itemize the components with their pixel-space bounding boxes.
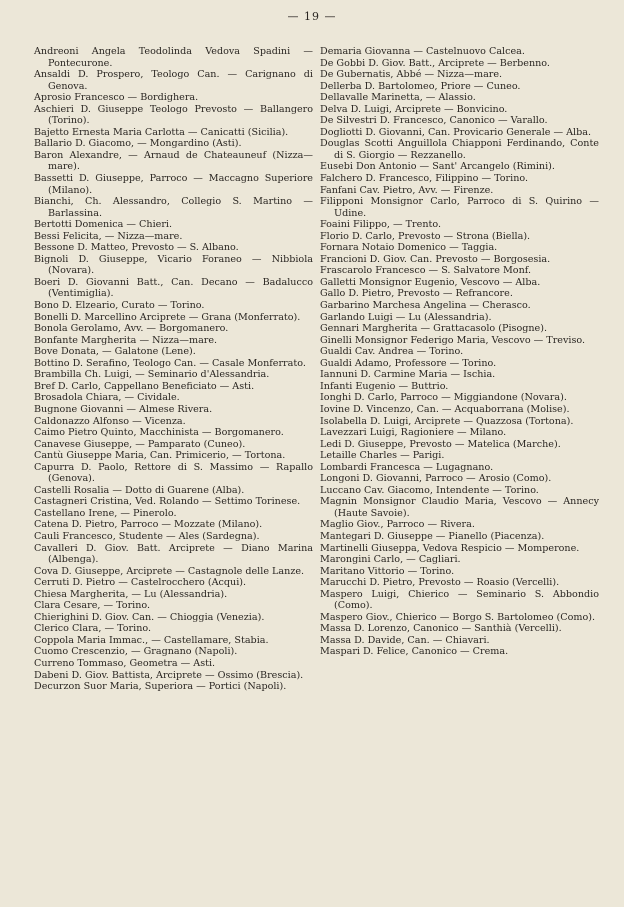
directory-entry: Bonfante Margherita — Nizza—mare. [34, 334, 218, 346]
directory-entry: Andreoni Angela Teodolinda Vedova Spadini — Pontecurone. [34, 46, 313, 69]
directory-entry: Ansaldi D. Prospero, Teologo Can. — Carignano di Genova. [34, 69, 313, 92]
directory-entry: Delva D. Luigi, Arciprete — Bonvicino. [320, 103, 508, 115]
directory-entry: Falchero D. Francesco, Filippino — Torino. [320, 173, 529, 185]
directory-entry: Aschieri D. Giuseppe Teologo Prevosto — Ballangero (Torino). [34, 103, 313, 127]
directory-entry: Fornara Notaio Domenico — Taggia. [320, 242, 498, 254]
directory-entry: Bono D. Elzeario, Curato — Torino. [34, 300, 205, 312]
directory-entry: Marucchi D. Pietro, Prevosto — Roasio (Vercelli). [320, 577, 560, 589]
directory-entry: Martinelli Giuseppa, Vedova Respicio — Momperone. [320, 542, 580, 554]
directory-entry: Bugnone Giovanni — Almese Rivera. [34, 403, 213, 415]
directory-entry: Bassetti D. Giuseppe, Parroco — Maccagno Superiore (Milano). [34, 173, 313, 196]
directory-entry: Fanfani Cav. Pietro, Avv. — Firenze. [320, 184, 494, 196]
directory-entry: Longoni D. Giovanni, Parroco — Arosio (Como). [320, 473, 552, 485]
directory-entry: Gallo D. Pietro, Prevosto — Refrancore. [320, 288, 513, 300]
directory-entry: Chierighini D. Giov. Can. — Chioggia (Venezia). [34, 611, 265, 623]
directory-entry: Dellerba D. Bartolomeo, Priore — Cuneo. [320, 80, 521, 92]
directory-entry: Boeri D. Giovanni Batt., Can. Decano — Badalucco (Ventimiglia). [34, 276, 313, 300]
directory-entry: Clerico Clara, — Torino. [34, 623, 152, 635]
directory-entry: Douglas Scotti Anguillola Chiapponi Ferdinando, Conte di S. Giorgio — Rezzanello. [320, 138, 599, 161]
directory-entry: Cavalleri D. Giov. Batt. Arciprete — Diano Marina (Albenga). [34, 542, 313, 566]
directory-entry: Brambilla Ch. Luigi, — Seminario d'Alessandria. [34, 369, 270, 381]
directory-entry: Lombardi Francesca — Lugagnano. [320, 461, 494, 473]
directory-entry: Maspero Giov., Chierico — Borgo S. Bartolomeo (Como). [320, 611, 596, 623]
directory-entry: Baron Alexandre, — Arnaud de Chateauneuf (Nizza—mare). [34, 149, 313, 173]
directory-entry: Frascarolo Francesco — S. Salvatore Monf. [320, 265, 532, 277]
directory-entry: Caldonazzo Alfonso — Vicenza. [34, 415, 186, 427]
directory-entry: Garlando Luigi — Lu (Alessandria). [320, 311, 492, 323]
directory-entry: Castagneri Cristina, Ved. Rolando — Settimo Torinese. [34, 496, 301, 508]
directory-entry: Dabeni D. Giov. Battista, Arciprete — Ossimo (Brescia). [34, 669, 304, 681]
directory-entry: Eusebi Don Antonio — Sant' Arcangelo (Rimini). [320, 161, 555, 173]
directory-entry: Gualdi Adamo, Professore — Torino. [320, 357, 497, 369]
right-column [320, 46, 599, 658]
directory-entry: Dellavalle Marinetta, — Alassio. [320, 92, 476, 104]
directory-entry: Ballario D. Giacomo, — Mongardino (Asti). [34, 138, 242, 150]
directory-entry: Capurra D. Paolo, Rettore di S. Massimo — Rapallo (Genova). [34, 461, 313, 485]
directory-entry: Curreno Tommaso, Geometra — Asti. [34, 657, 216, 669]
directory-entry: Chiesa Margherita, — Lu (Alessandria). [34, 588, 228, 600]
directory-entry: Ionghi D. Carlo, Parroco — Miggiandone (Novara). [320, 392, 567, 404]
directory-entry: Isolabella D. Luigi, Arciprete — Quazzosa (Tortona). [320, 415, 574, 427]
directory-entry: Brosadola Chiara, — Cividale. [34, 392, 180, 404]
directory-entry: Foaini Filippo, — Trento. [320, 219, 442, 231]
directory-entry: Lavezzari Luigi, Ragioniere — Milano. [320, 427, 507, 439]
directory-entry: Filipponi Monsignor Carlo, Parroco di S. Quirino — Udine. [320, 196, 599, 219]
directory-entry: Bignoli D. Giuseppe, Vicario Foraneo — Nibbiola (Novara). [34, 253, 313, 277]
directory-entry: Garbarino Marchesa Angelina — Cherasco. [320, 300, 531, 312]
directory-entry: Catena D. Pietro, Parroco — Mozzate (Milano). [34, 519, 263, 531]
directory-entry: Maritano Vittorio — Torino. [320, 565, 455, 577]
page-number: — 19 — [287, 10, 337, 23]
directory-entry: Letaille Charles — Parigi. [320, 450, 445, 462]
directory-entry: Cuomo Crescenzio, — Gragnano (Napoli). [34, 646, 238, 658]
directory-entry: Decurzon Suor Maria, Superiora — Portici (Napoli). [34, 681, 287, 693]
directory-entry: Gennari Margherita — Grattacasolo (Pisogne). [320, 323, 548, 335]
directory-entry: Ledi D. Giuseppe, Prevosto — Matelica (Marche). [320, 438, 561, 450]
directory-entry: Massa D. Lorenzo, Canonico — Santhià (Vercelli). [320, 623, 562, 635]
directory-entry: Florio D. Carlo, Prevosto — Strona (Biella). [320, 230, 531, 242]
directory-entry: Mantegari D. Giuseppe — Pianello (Piacenza). [320, 530, 545, 542]
directory-entry: Clara Cesare, — Torino. [34, 600, 151, 612]
directory-entry: Cova D. Giuseppe, Arciprete — Castagnole delle Lanze. [34, 565, 305, 577]
directory-entry: Bonola Gerolamo, Avv. — Borgomanero. [34, 323, 229, 335]
directory-entry: Bianchi, Ch. Alessandro, Collegio S. Martino — Barlassina. [34, 196, 313, 219]
directory-entry: Bessi Felicita, — Nizza—mare. [34, 230, 183, 242]
directory-entry: Bove Donata, — Galatone (Lene). [34, 346, 196, 358]
directory-entry: Bajetto Ernesta Maria Carlotta — Canicatti (Sicilia). [34, 126, 289, 138]
directory-entry: Luccano Cav. Giacomo, Intendente — Torino. [320, 484, 539, 496]
directory-entry: Infanti Eugenio — Buttrio. [320, 380, 449, 392]
directory-entry: Bonelli D. Marcellino Arciprete — Grana (Monferrato). [34, 311, 301, 323]
directory-entry: Bref D. Carlo, Cappellano Beneficiato — Asti. [34, 380, 255, 392]
directory-entry: De Gobbi D. Giov. Batt., Arciprete — Berbenno. [320, 57, 550, 69]
directory-entry: Castellano Irene, — Pinerolo. [34, 507, 177, 519]
directory-entry: Caimo Pietro Quinto, Macchinista — Borgomanero. [34, 427, 284, 439]
directory-entry: De Gubernatis, Abbé — Nizza—mare. [320, 69, 503, 81]
directory-entry: De Silvestri D. Francesco, Canonico — Varallo. [320, 115, 548, 127]
directory-entry: Coppola Maria Immac., — Castellamare, Stabia. [34, 634, 269, 646]
directory-entry: Iovine D. Vincenzo, Can. — Acquaborrana (Molise). [320, 403, 570, 415]
directory-entry: Dogliotti D. Giovanni, Can. Provicario Generale — Alba. [320, 126, 592, 138]
directory-entry: Bottino D. Serafino, Teologo Can. — Casale Monferrato. [34, 357, 306, 369]
directory-entry: Ginelli Monsignor Federigo Maria, Vescovo — Treviso. [320, 334, 586, 346]
directory-entry: Gualdi Cav. Andrea — Torino. [320, 346, 464, 358]
directory-entry: Massa D. Davide, Can. — Chiavari. [320, 634, 490, 646]
directory-entry: Demaria Giovanna — Castelnuovo Calcea. [320, 46, 525, 57]
left-column [34, 46, 313, 693]
directory-entry: Iannuni D. Carmine Maria — Ischia. [320, 369, 496, 381]
directory-entry: Maglio Giov., Parroco — Rivera. [320, 519, 475, 531]
directory-entry: Cauli Francesco, Studente — Ales (Sardegna). [34, 530, 260, 542]
directory-entry: Maspari D. Felice, Canonico — Crema. [320, 646, 509, 658]
directory-entry: Galletti Monsignor Eugenio, Vescovo — Alba. [320, 276, 541, 288]
directory-entry: Aprosio Francesco — Bordighera. [34, 92, 199, 104]
directory-entry: Francioni D. Giov. Can. Prevosto — Borgosesia. [320, 253, 551, 265]
directory-entry: Marongini Carlo, — Cagliari. [320, 554, 461, 566]
directory-entry: Bertotti Domenica — Chieri. [34, 219, 173, 231]
directory-entry: Bessone D. Matteo, Prevosto — S. Albano. [34, 242, 239, 254]
directory-entry: Maspero Luigi, Chierico — Seminario S. Abbondio (Como). [320, 588, 599, 612]
directory-entry: Canavese Giuseppe, — Pamparato (Cuneo). [34, 438, 246, 450]
directory-entry: Cerruti D. Pietro — Castelrocchero (Acqui). [34, 577, 247, 589]
directory-entry: Cantù Giuseppe Maria, Can. Primicerio, — Tortona. [34, 450, 286, 462]
directory-entry: Magnin Monsignor Claudio Maria, Vescovo — Annecy (Haute Savoie). [320, 496, 599, 519]
directory-entry: Castelli Rosalia — Dotto di Guarene (Alba). [34, 484, 245, 496]
